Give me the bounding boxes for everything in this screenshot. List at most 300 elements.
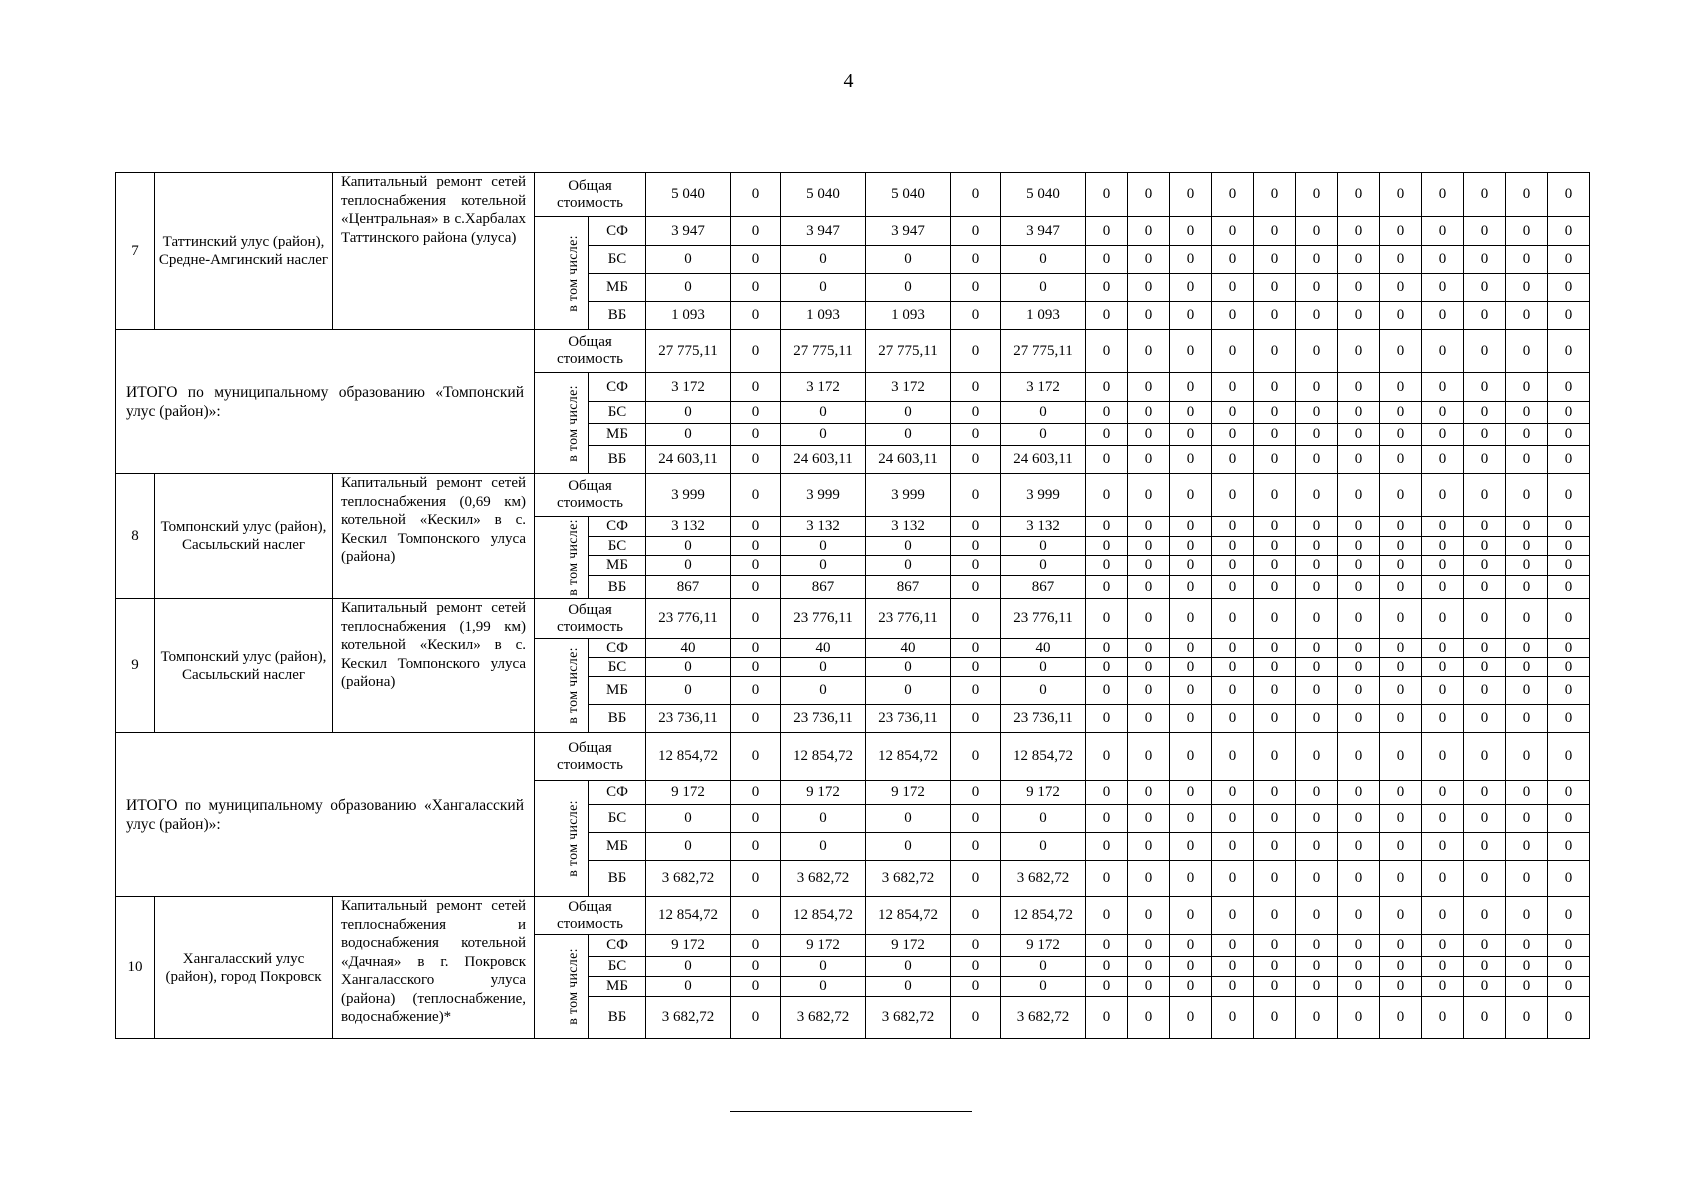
funding-source: ВБ [589, 705, 646, 733]
value-cell: 0 [781, 424, 866, 446]
value-cell: 23 776,11 [1001, 599, 1086, 639]
zero-cell: 0 [1296, 173, 1338, 217]
zero-cell: 0 [1338, 446, 1380, 474]
funding-source: МБ [589, 977, 646, 997]
zero-cell: 0 [1254, 517, 1296, 537]
value-cell: 3 947 [866, 217, 951, 246]
value-cell: 3 682,72 [866, 861, 951, 897]
zero-cell: 0 [1548, 517, 1590, 537]
zero-cell: 0 [1086, 997, 1128, 1039]
zero-cell: 0 [1506, 935, 1548, 957]
zero-cell: 0 [1212, 474, 1254, 517]
value-cell: 40 [1001, 639, 1086, 658]
value-cell: 0 [646, 537, 731, 556]
value-cell: 3 132 [1001, 517, 1086, 537]
zero-cell: 0 [1548, 781, 1590, 805]
zero-cell: 0 [1464, 576, 1506, 599]
zero-cell: 0 [1422, 537, 1464, 556]
zero-cell: 0 [1380, 330, 1422, 373]
zero-cell: 0 [1296, 705, 1338, 733]
zero-cell: 0 [1128, 977, 1170, 997]
zero-cell: 0 [1296, 402, 1338, 424]
zero-cell: 0 [1170, 935, 1212, 957]
zero-cell: 0 [1212, 957, 1254, 977]
value-cell: 0 [731, 897, 781, 935]
value-cell: 0 [731, 997, 781, 1039]
zero-cell: 0 [1422, 861, 1464, 897]
zero-cell: 0 [1212, 173, 1254, 217]
value-cell: 3 132 [646, 517, 731, 537]
value-cell: 9 172 [866, 781, 951, 805]
zero-cell: 0 [1464, 424, 1506, 446]
zero-cell: 0 [1128, 373, 1170, 402]
zero-cell: 0 [1128, 330, 1170, 373]
itogo-title: ИТОГО по муниципальному образованию «Хангаласский улус (район)»: [116, 733, 535, 897]
zero-cell: 0 [1464, 897, 1506, 935]
zero-cell: 0 [1170, 599, 1212, 639]
zero-cell: 0 [1464, 446, 1506, 474]
zero-cell: 0 [1170, 274, 1212, 302]
funding-source: БС [589, 957, 646, 977]
value-cell: 0 [1001, 805, 1086, 833]
zero-cell: 0 [1464, 330, 1506, 373]
funding-source: ВБ [589, 302, 646, 330]
zero-cell: 0 [1422, 474, 1464, 517]
zero-cell: 0 [1170, 861, 1212, 897]
value-cell: 0 [951, 977, 1001, 997]
zero-cell: 0 [1212, 446, 1254, 474]
object-description: Капитальный ремонт сетей теплоснабжения котельной «Центральная» в с.Харбалах Таттинского района (улуса) [333, 173, 535, 330]
zero-cell: 0 [1464, 805, 1506, 833]
value-cell: 9 172 [866, 935, 951, 957]
zero-cell: 0 [1422, 833, 1464, 861]
zero-cell: 0 [1086, 705, 1128, 733]
budget-table [115, 172, 1590, 1039]
zero-cell: 0 [1170, 833, 1212, 861]
municipality-name: Томпонский улус (район), Сасыльский наслег [155, 474, 333, 599]
value-cell: 867 [1001, 576, 1086, 599]
value-cell: 24 603,11 [781, 446, 866, 474]
zero-cell: 0 [1380, 556, 1422, 576]
zero-cell: 0 [1464, 733, 1506, 781]
zero-cell: 0 [1380, 173, 1422, 217]
value-cell: 0 [951, 781, 1001, 805]
zero-cell: 0 [1128, 556, 1170, 576]
zero-cell: 0 [1170, 402, 1212, 424]
funding-source: МБ [589, 677, 646, 705]
zero-cell: 0 [1548, 599, 1590, 639]
zero-cell: 0 [1254, 861, 1296, 897]
zero-cell: 0 [1380, 658, 1422, 677]
in-total-text: в том числе: [565, 800, 581, 877]
zero-cell: 0 [1086, 556, 1128, 576]
value-cell: 0 [731, 957, 781, 977]
value-cell: 9 172 [781, 781, 866, 805]
total-cost-label: Общая стоимость [535, 733, 646, 781]
zero-cell: 0 [1464, 474, 1506, 517]
zero-cell: 0 [1128, 274, 1170, 302]
zero-cell: 0 [1212, 246, 1254, 274]
value-cell: 0 [1001, 957, 1086, 977]
zero-cell: 0 [1464, 246, 1506, 274]
value-cell: 0 [866, 957, 951, 977]
zero-cell: 0 [1464, 373, 1506, 402]
zero-cell: 0 [1254, 474, 1296, 517]
value-cell: 0 [951, 639, 1001, 658]
zero-cell: 0 [1380, 861, 1422, 897]
value-cell: 0 [731, 517, 781, 537]
zero-cell: 0 [1170, 705, 1212, 733]
zero-cell: 0 [1380, 302, 1422, 330]
funding-source: БС [589, 658, 646, 677]
zero-cell: 0 [1338, 957, 1380, 977]
zero-cell: 0 [1296, 677, 1338, 705]
value-cell: 0 [866, 833, 951, 861]
value-cell: 0 [951, 677, 1001, 705]
zero-cell: 0 [1254, 997, 1296, 1039]
zero-cell: 0 [1128, 639, 1170, 658]
value-cell: 23 736,11 [646, 705, 731, 733]
item-number: 10 [116, 897, 155, 1039]
zero-cell: 0 [1548, 861, 1590, 897]
zero-cell: 0 [1128, 833, 1170, 861]
zero-cell: 0 [1296, 997, 1338, 1039]
zero-cell: 0 [1422, 217, 1464, 246]
zero-cell: 0 [1254, 556, 1296, 576]
value-cell: 0 [646, 833, 731, 861]
zero-cell: 0 [1380, 424, 1422, 446]
value-cell: 12 854,72 [866, 897, 951, 935]
value-cell: 0 [646, 424, 731, 446]
zero-cell: 0 [1128, 474, 1170, 517]
zero-cell: 0 [1338, 677, 1380, 705]
value-cell: 9 172 [646, 935, 731, 957]
zero-cell: 0 [1380, 246, 1422, 274]
zero-cell: 0 [1380, 781, 1422, 805]
zero-cell: 0 [1464, 639, 1506, 658]
zero-cell: 0 [1338, 556, 1380, 576]
zero-cell: 0 [1422, 446, 1464, 474]
value-cell: 0 [1001, 658, 1086, 677]
funding-source: СФ [589, 781, 646, 805]
zero-cell: 0 [1506, 677, 1548, 705]
value-cell: 0 [866, 274, 951, 302]
value-cell: 12 854,72 [646, 897, 731, 935]
zero-cell: 0 [1086, 781, 1128, 805]
zero-cell: 0 [1170, 805, 1212, 833]
zero-cell: 0 [1548, 402, 1590, 424]
zero-cell: 0 [1086, 957, 1128, 977]
zero-cell: 0 [1170, 957, 1212, 977]
zero-cell: 0 [1380, 977, 1422, 997]
zero-cell: 0 [1380, 402, 1422, 424]
funding-source: БС [589, 402, 646, 424]
value-cell: 0 [731, 373, 781, 402]
value-cell: 3 132 [866, 517, 951, 537]
zero-cell: 0 [1086, 330, 1128, 373]
zero-cell: 0 [1296, 576, 1338, 599]
zero-cell: 0 [1296, 246, 1338, 274]
value-cell: 0 [781, 274, 866, 302]
zero-cell: 0 [1338, 997, 1380, 1039]
zero-cell: 0 [1380, 833, 1422, 861]
zero-cell: 0 [1506, 957, 1548, 977]
zero-cell: 0 [1506, 537, 1548, 556]
zero-cell: 0 [1212, 861, 1254, 897]
zero-cell: 0 [1380, 373, 1422, 402]
value-cell: 3 999 [866, 474, 951, 517]
zero-cell: 0 [1212, 537, 1254, 556]
value-cell: 0 [951, 897, 1001, 935]
value-cell: 0 [781, 805, 866, 833]
zero-cell: 0 [1170, 537, 1212, 556]
value-cell: 3 999 [1001, 474, 1086, 517]
zero-cell: 0 [1170, 997, 1212, 1039]
value-cell: 0 [781, 402, 866, 424]
zero-cell: 0 [1086, 977, 1128, 997]
zero-cell: 0 [1338, 217, 1380, 246]
value-cell: 0 [646, 556, 731, 576]
zero-cell: 0 [1296, 833, 1338, 861]
zero-cell: 0 [1254, 957, 1296, 977]
zero-cell: 0 [1422, 897, 1464, 935]
zero-cell: 0 [1338, 402, 1380, 424]
zero-cell: 0 [1506, 173, 1548, 217]
value-cell: 0 [731, 658, 781, 677]
zero-cell: 0 [1338, 599, 1380, 639]
zero-cell: 0 [1548, 537, 1590, 556]
value-cell: 0 [1001, 833, 1086, 861]
municipality-name: Томпонский улус (район), Сасыльский наслег [155, 599, 333, 733]
zero-cell: 0 [1170, 330, 1212, 373]
zero-cell: 0 [1086, 599, 1128, 639]
zero-cell: 0 [1464, 977, 1506, 997]
zero-cell: 0 [1464, 781, 1506, 805]
zero-cell: 0 [1338, 576, 1380, 599]
zero-cell: 0 [1086, 833, 1128, 861]
zero-cell: 0 [1296, 639, 1338, 658]
zero-cell: 0 [1128, 424, 1170, 446]
total-row [116, 897, 1590, 935]
zero-cell: 0 [1170, 977, 1212, 997]
zero-cell: 0 [1338, 373, 1380, 402]
zero-cell: 0 [1338, 517, 1380, 537]
zero-cell: 0 [1254, 302, 1296, 330]
zero-cell: 0 [1422, 302, 1464, 330]
zero-cell: 0 [1380, 274, 1422, 302]
value-cell: 0 [1001, 274, 1086, 302]
value-cell: 3 172 [781, 373, 866, 402]
zero-cell: 0 [1128, 805, 1170, 833]
in-total-label [535, 781, 589, 897]
zero-cell: 0 [1422, 733, 1464, 781]
zero-cell: 0 [1380, 897, 1422, 935]
zero-cell: 0 [1548, 424, 1590, 446]
value-cell: 0 [866, 977, 951, 997]
funding-source: БС [589, 246, 646, 274]
zero-cell: 0 [1170, 781, 1212, 805]
zero-cell: 0 [1212, 733, 1254, 781]
zero-cell: 0 [1464, 402, 1506, 424]
zero-cell: 0 [1254, 446, 1296, 474]
object-description: Капитальный ремонт сетей теплоснабжения (0,69 км) котельной «Кескил» в с. Кескил Томпонского улуса (района) [333, 474, 535, 599]
zero-cell: 0 [1422, 658, 1464, 677]
funding-source: МБ [589, 424, 646, 446]
zero-cell: 0 [1548, 805, 1590, 833]
zero-cell: 0 [1548, 446, 1590, 474]
zero-cell: 0 [1212, 576, 1254, 599]
value-cell: 0 [731, 935, 781, 957]
zero-cell: 0 [1422, 517, 1464, 537]
itogo-title: ИТОГО по муниципальному образованию «Томпонский улус (район)»: [116, 330, 535, 474]
zero-cell: 0 [1464, 833, 1506, 861]
total-row [116, 474, 1590, 517]
value-cell: 0 [781, 833, 866, 861]
value-cell: 0 [951, 402, 1001, 424]
value-cell: 0 [731, 173, 781, 217]
zero-cell: 0 [1464, 173, 1506, 217]
zero-cell: 0 [1128, 173, 1170, 217]
value-cell: 0 [781, 556, 866, 576]
zero-cell: 0 [1254, 977, 1296, 997]
value-cell: 0 [1001, 556, 1086, 576]
value-cell: 0 [951, 935, 1001, 957]
value-cell: 0 [951, 805, 1001, 833]
value-cell: 5 040 [1001, 173, 1086, 217]
zero-cell: 0 [1128, 677, 1170, 705]
value-cell: 12 854,72 [781, 733, 866, 781]
zero-cell: 0 [1254, 833, 1296, 861]
value-cell: 0 [646, 402, 731, 424]
zero-cell: 0 [1254, 576, 1296, 599]
zero-cell: 0 [1506, 556, 1548, 576]
zero-cell: 0 [1254, 897, 1296, 935]
value-cell: 867 [646, 576, 731, 599]
value-cell: 3 682,72 [646, 997, 731, 1039]
value-cell: 0 [951, 330, 1001, 373]
zero-cell: 0 [1422, 781, 1464, 805]
zero-cell: 0 [1086, 537, 1128, 556]
zero-cell: 0 [1254, 373, 1296, 402]
value-cell: 0 [781, 537, 866, 556]
zero-cell: 0 [1506, 474, 1548, 517]
value-cell: 0 [951, 373, 1001, 402]
value-cell: 1 093 [866, 302, 951, 330]
in-total-text: в том числе: [565, 647, 581, 724]
zero-cell: 0 [1422, 599, 1464, 639]
zero-cell: 0 [1506, 330, 1548, 373]
value-cell: 40 [866, 639, 951, 658]
value-cell: 23 776,11 [646, 599, 731, 639]
zero-cell: 0 [1506, 658, 1548, 677]
zero-cell: 0 [1212, 805, 1254, 833]
value-cell: 0 [781, 957, 866, 977]
value-cell: 0 [731, 733, 781, 781]
item-number: 9 [116, 599, 155, 733]
zero-cell: 0 [1296, 861, 1338, 897]
zero-cell: 0 [1170, 639, 1212, 658]
in-total-label [535, 517, 589, 599]
value-cell: 0 [951, 217, 1001, 246]
zero-cell: 0 [1548, 977, 1590, 997]
value-cell: 23 736,11 [866, 705, 951, 733]
zero-cell: 0 [1380, 517, 1422, 537]
zero-cell: 0 [1422, 935, 1464, 957]
zero-cell: 0 [1506, 639, 1548, 658]
value-cell: 0 [951, 599, 1001, 639]
value-cell: 3 682,72 [1001, 861, 1086, 897]
value-cell: 0 [951, 246, 1001, 274]
value-cell: 0 [731, 446, 781, 474]
value-cell: 1 093 [646, 302, 731, 330]
zero-cell: 0 [1128, 446, 1170, 474]
zero-cell: 0 [1212, 373, 1254, 402]
value-cell: 3 999 [781, 474, 866, 517]
zero-cell: 0 [1170, 576, 1212, 599]
zero-cell: 0 [1254, 705, 1296, 733]
zero-cell: 0 [1296, 537, 1338, 556]
in-total-text: в том числе: [565, 234, 581, 312]
value-cell: 0 [866, 556, 951, 576]
value-cell: 0 [731, 330, 781, 373]
zero-cell: 0 [1086, 639, 1128, 658]
value-cell: 3 947 [781, 217, 866, 246]
zero-cell: 0 [1296, 424, 1338, 446]
zero-cell: 0 [1086, 677, 1128, 705]
zero-cell: 0 [1338, 705, 1380, 733]
in-total-label [535, 935, 589, 1039]
zero-cell: 0 [1128, 576, 1170, 599]
value-cell: 0 [731, 576, 781, 599]
zero-cell: 0 [1170, 517, 1212, 537]
value-cell: 12 854,72 [646, 733, 731, 781]
value-cell: 0 [731, 677, 781, 705]
value-cell: 3 682,72 [646, 861, 731, 897]
value-cell: 3 999 [646, 474, 731, 517]
zero-cell: 0 [1254, 658, 1296, 677]
zero-cell: 0 [1464, 302, 1506, 330]
value-cell: 0 [1001, 424, 1086, 446]
zero-cell: 0 [1170, 424, 1212, 446]
zero-cell: 0 [1338, 424, 1380, 446]
zero-cell: 0 [1254, 424, 1296, 446]
value-cell: 0 [731, 556, 781, 576]
in-total-label [535, 373, 589, 474]
zero-cell: 0 [1296, 274, 1338, 302]
zero-cell: 0 [1422, 556, 1464, 576]
item-number: 8 [116, 474, 155, 599]
zero-cell: 0 [1212, 599, 1254, 639]
zero-cell: 0 [1212, 217, 1254, 246]
value-cell: 0 [731, 274, 781, 302]
value-cell: 0 [781, 977, 866, 997]
zero-cell: 0 [1506, 402, 1548, 424]
zero-cell: 0 [1086, 302, 1128, 330]
value-cell: 0 [646, 805, 731, 833]
value-cell: 0 [646, 977, 731, 997]
value-cell: 0 [781, 677, 866, 705]
value-cell: 23 776,11 [781, 599, 866, 639]
zero-cell: 0 [1422, 997, 1464, 1039]
zero-cell: 0 [1506, 705, 1548, 733]
funding-source: СФ [589, 517, 646, 537]
total-row [116, 173, 1590, 217]
zero-cell: 0 [1464, 658, 1506, 677]
zero-cell: 0 [1128, 599, 1170, 639]
value-cell: 0 [731, 537, 781, 556]
zero-cell: 0 [1338, 935, 1380, 957]
value-cell: 0 [951, 705, 1001, 733]
